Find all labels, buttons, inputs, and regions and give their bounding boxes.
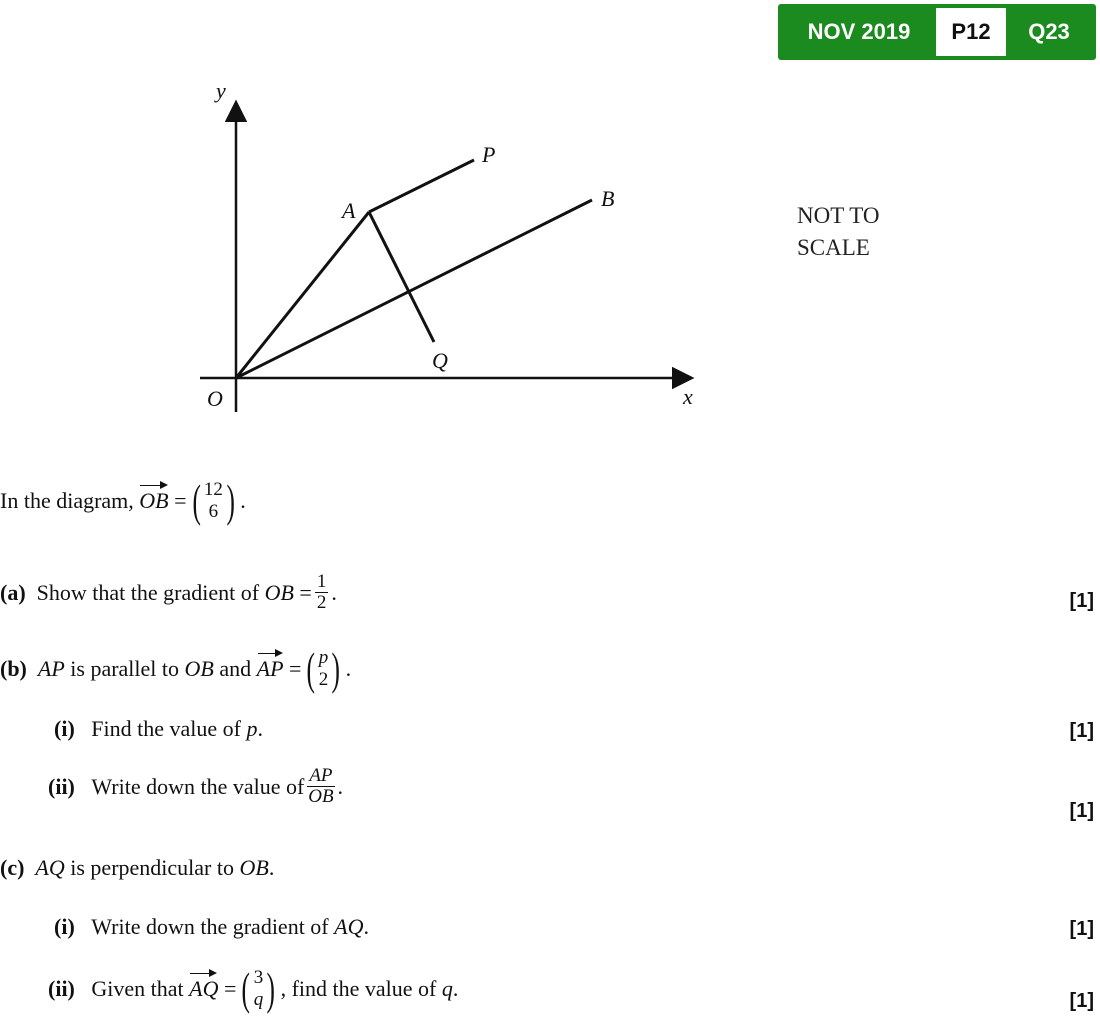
segment-OA [236, 212, 369, 378]
part-c-i-marks: [1] [1069, 918, 1094, 940]
point-P-label: P [482, 142, 496, 167]
vector-AP: AP [256, 656, 284, 681]
intro-line: In the diagram, OB = ( 12 6 ) . [0, 475, 246, 526]
fraction-one-half: $\frac{1}{2}$ [316, 571, 327, 613]
fraction-AP-over-OB: $\frac{AP}{OB}$ [308, 765, 334, 807]
question-reference-badge [778, 4, 1096, 60]
part-b-i: (i) Find the value of p . [54, 716, 263, 741]
part-b-i-label: (i) [54, 716, 75, 741]
part-b-i-marks: [1] [1069, 720, 1094, 742]
point-Q-label: Q [432, 348, 448, 373]
part-b-label: (b) [0, 656, 27, 681]
part-b: (b) AP is parallel to OB and AP = ( p 2 ) . [0, 643, 352, 694]
x-axis-label: x [683, 384, 693, 409]
question-number-label: Q23 [1028, 19, 1070, 44]
segment-AQ [369, 212, 434, 342]
part-c-i-label: (i) [54, 914, 75, 939]
part-a-label: (a) [0, 579, 26, 605]
y-axis-label: y [216, 78, 226, 103]
segment-AP [369, 160, 474, 212]
part-a-marks: [1] [1069, 590, 1094, 612]
point-A-label: A [342, 198, 356, 223]
segment-OB [236, 200, 592, 378]
part-c: (c) AQ is perpendicular to OB . [0, 855, 275, 880]
part-b-ii-label: (ii) [48, 773, 75, 799]
vector-OB: OB [139, 488, 169, 513]
vector-diagram [0, 0, 720, 430]
part-b-ii: (ii) Write down the value of $\frac{AP}{OB}$ . [48, 765, 344, 807]
part-b-ii-marks: [1] [1069, 800, 1094, 822]
part-c-ii-label: (ii) [48, 976, 75, 1001]
origin-label: O [207, 386, 223, 411]
part-a: (a) Show that the gradient of OB = $\frac{1}{2}$ . [0, 571, 337, 613]
column-vector-OB: ( 12 6 ) [191, 475, 235, 526]
paper-label: P12 [936, 8, 1006, 56]
vector-AQ: AQ [189, 976, 219, 1001]
part-c-i: (i) Write down the gradient of AQ . [54, 914, 369, 939]
column-vector-AQ: ( 3 q ) [241, 963, 276, 1014]
column-vector-AP: ( p 2 ) [306, 643, 341, 694]
exam-date-label: NOV 2019 [807, 19, 911, 44]
part-c-label: (c) [0, 855, 25, 880]
part-c-ii-marks: [1] [1069, 990, 1094, 1012]
part-c-ii: (ii) Given that AQ = ( 3 q ) , find the value of q . [48, 963, 459, 1014]
point-B-label: B [601, 186, 615, 211]
not-to-scale-note: NOT TO SCALE [797, 203, 880, 260]
